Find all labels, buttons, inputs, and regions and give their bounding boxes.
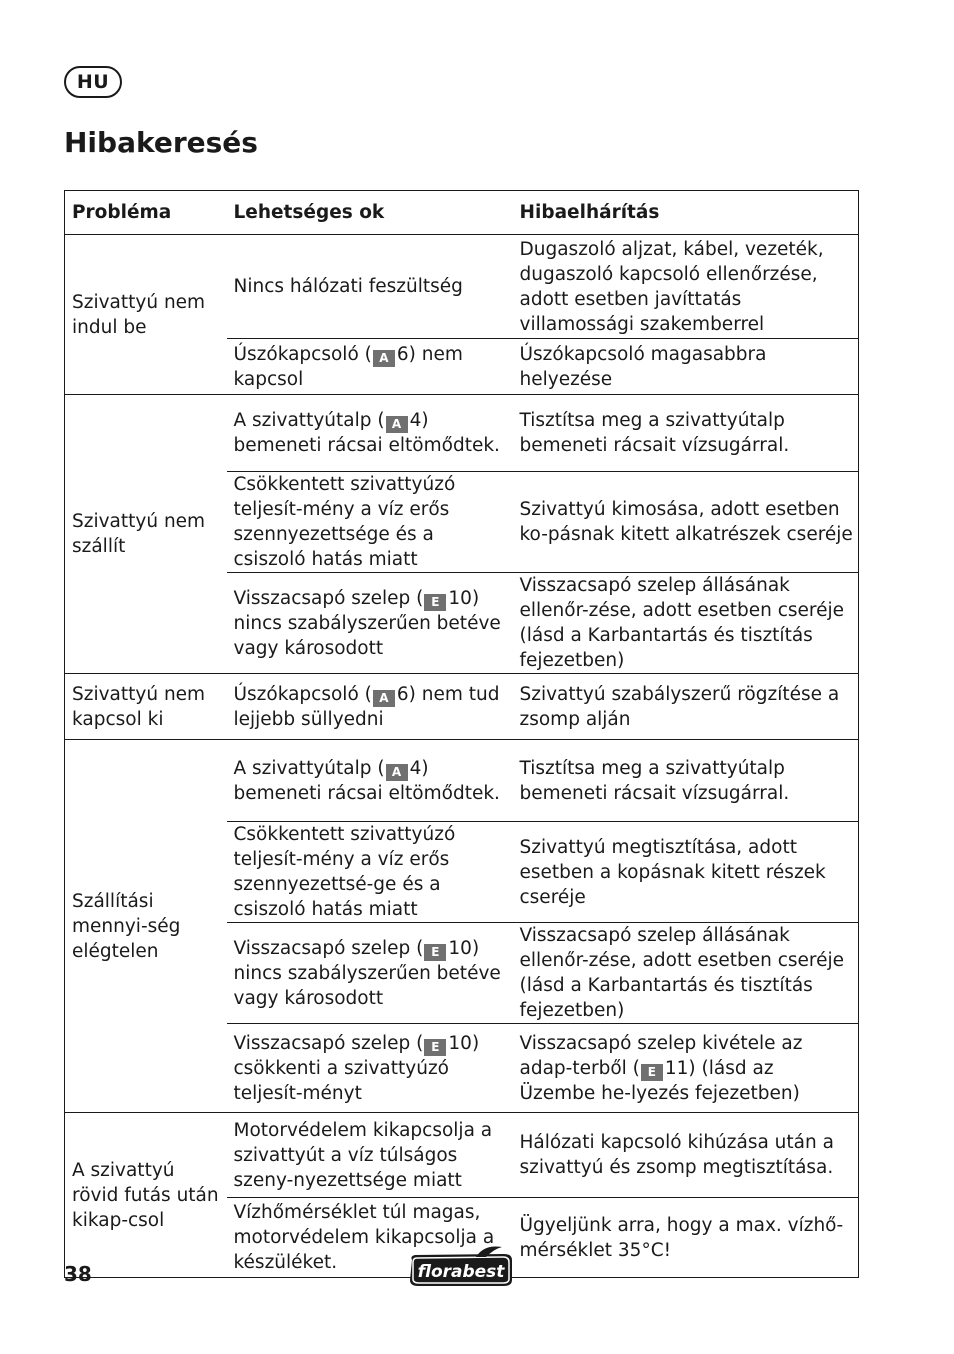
remedy-cell: Szivattyú megtisztítása, adott esetben a kopásnak kitett részek cseréje <box>513 822 859 923</box>
figure-ref-badge: E <box>424 594 446 611</box>
page-number: 38 <box>64 1262 92 1286</box>
header-cause: Lehetséges ok <box>227 191 513 235</box>
remedy-cell: Szivattyú kimosása, adott esetben ko-pásnak kitett alkatrészek cseréje <box>513 472 859 573</box>
cause-text: 10) csökkenti a szivattyúzó teljesít-ményt <box>233 1032 480 1104</box>
remedy-cell <box>513 1024 859 1113</box>
table-row <box>65 674 859 740</box>
cause-cell <box>227 395 513 472</box>
cause-cell: Vízhőmérséklet túl magas, motorvédelem kikapcsolja a készüléket. <box>227 1198 513 1278</box>
problem-cell: A szivattyú rövid futás után kikap-csol <box>65 1113 227 1278</box>
figure-ref-badge: A <box>373 690 395 707</box>
remedy-cell: Visszacsapó szelep állásának ellenőr-zése, adott esetben cseréje (lásd a Karbantartás és tisztítás fejezetben) <box>513 573 859 674</box>
figure-ref-badge: A <box>386 416 408 433</box>
remedy-cell: Ügyeljünk arra, hogy a max. vízhő-mérséklet 35°C! <box>513 1198 859 1278</box>
cause-text: Visszacsapó szelep ( <box>233 587 424 609</box>
cause-cell <box>227 740 513 822</box>
table-header-row <box>65 191 859 235</box>
remedy-cell: Tisztítsa meg a szivattyútalp bemeneti rácsait vízsugárral. <box>513 395 859 472</box>
language-badge: HU <box>64 66 122 98</box>
cause-cell: Csökkentett szivattyúzó teljesít-mény a víz erős szennyezettsé-ge és a csiszoló hatás miatt <box>227 822 513 923</box>
florabest-logo <box>406 1246 518 1288</box>
cause-cell <box>227 923 513 1024</box>
problem-cell: Szivattyú nem szállít <box>65 395 227 674</box>
remedy-text: 11) (lásd az Üzembe he-lyezés fejezetben) <box>519 1057 800 1104</box>
cause-cell: Csökkentett szivattyúzó teljesít-mény a víz erős szennyezettsége és a csiszoló hatás miatt <box>227 472 513 573</box>
table-row <box>65 235 859 339</box>
figure-ref-badge: E <box>641 1064 663 1081</box>
troubleshooting-table <box>64 190 859 1278</box>
figure-ref-badge: A <box>386 764 408 781</box>
cause-text: 4) bemeneti rácsai eltömődtek. <box>233 757 500 804</box>
table-row <box>65 1113 859 1198</box>
cause-cell <box>227 1024 513 1113</box>
cause-text: 6) nem kapcsol <box>233 343 463 390</box>
figure-ref-badge: E <box>424 944 446 961</box>
cause-text: 6) nem tud lejjebb süllyedni <box>233 683 500 730</box>
remedy-cell: Hálózati kapcsoló kihúzása után a szivattyú és zsomp megtisztítása. <box>513 1113 859 1198</box>
cause-text: Visszacsapó szelep ( <box>233 937 424 959</box>
remedy-cell: Visszacsapó szelep állásának ellenőr-zése, adott esetben cseréje (lásd a Karbantartás és tisztítás fejezetben) <box>513 923 859 1024</box>
remedy-text: Visszacsapó szelep kivétele az adap-terből ( <box>519 1032 803 1079</box>
remedy-cell: Úszókapcsoló magasabbra helyezése <box>513 339 859 395</box>
cause-text: Úszókapcsoló ( <box>233 343 372 365</box>
header-problem: Probléma <box>65 191 227 235</box>
problem-cell: Szivattyú nem kapcsol ki <box>65 674 227 740</box>
remedy-cell: Szivattyú szabályszerű rögzítése a zsomp alján <box>513 674 859 740</box>
cause-text: 4) bemeneti rácsai eltömődtek. <box>233 410 500 456</box>
remedy-cell: Dugaszoló aljzat, kábel, vezeték, dugaszoló kapcsoló ellenőrzése, adott esetben javíttatás villamossági szakemberrel <box>513 235 859 339</box>
table-row <box>65 740 859 822</box>
problem-cell: Szivattyú nem indul be <box>65 235 227 395</box>
cause-text: 10) nincs szabályszerűen betéve vagy károsodott <box>233 937 501 1009</box>
cause-text: A szivattyútalp ( <box>233 757 385 779</box>
cause-cell <box>227 339 513 395</box>
cause-cell: Nincs hálózati feszültség <box>227 235 513 339</box>
remedy-cell: Tisztítsa meg a szivattyútalp bemeneti rácsait vízsugárral. <box>513 740 859 822</box>
table-row <box>65 395 859 472</box>
cause-text: 10) nincs szabályszerűen betéve vagy károsodott <box>233 587 501 659</box>
cause-cell <box>227 674 513 740</box>
header-remedy: Hibaelhárítás <box>513 191 859 235</box>
page-title: Hibakeresés <box>64 126 258 159</box>
cause-text: Visszacsapó szelep ( <box>233 1032 424 1054</box>
figure-ref-badge: A <box>373 350 395 367</box>
cause-text: Úszókapcsoló ( <box>233 683 372 705</box>
cause-cell: Motorvédelem kikapcsolja a szivattyút a víz túlságos szeny-nyezettsége miatt <box>227 1113 513 1198</box>
figure-ref-badge: E <box>424 1039 446 1056</box>
logo-wordmark: florabest <box>417 1262 505 1282</box>
cause-text: A szivattyútalp ( <box>233 410 385 431</box>
logo-graphic <box>406 1246 518 1288</box>
cause-cell <box>227 573 513 674</box>
problem-cell: Szállítási mennyi-ség elégtelen <box>65 740 227 1113</box>
